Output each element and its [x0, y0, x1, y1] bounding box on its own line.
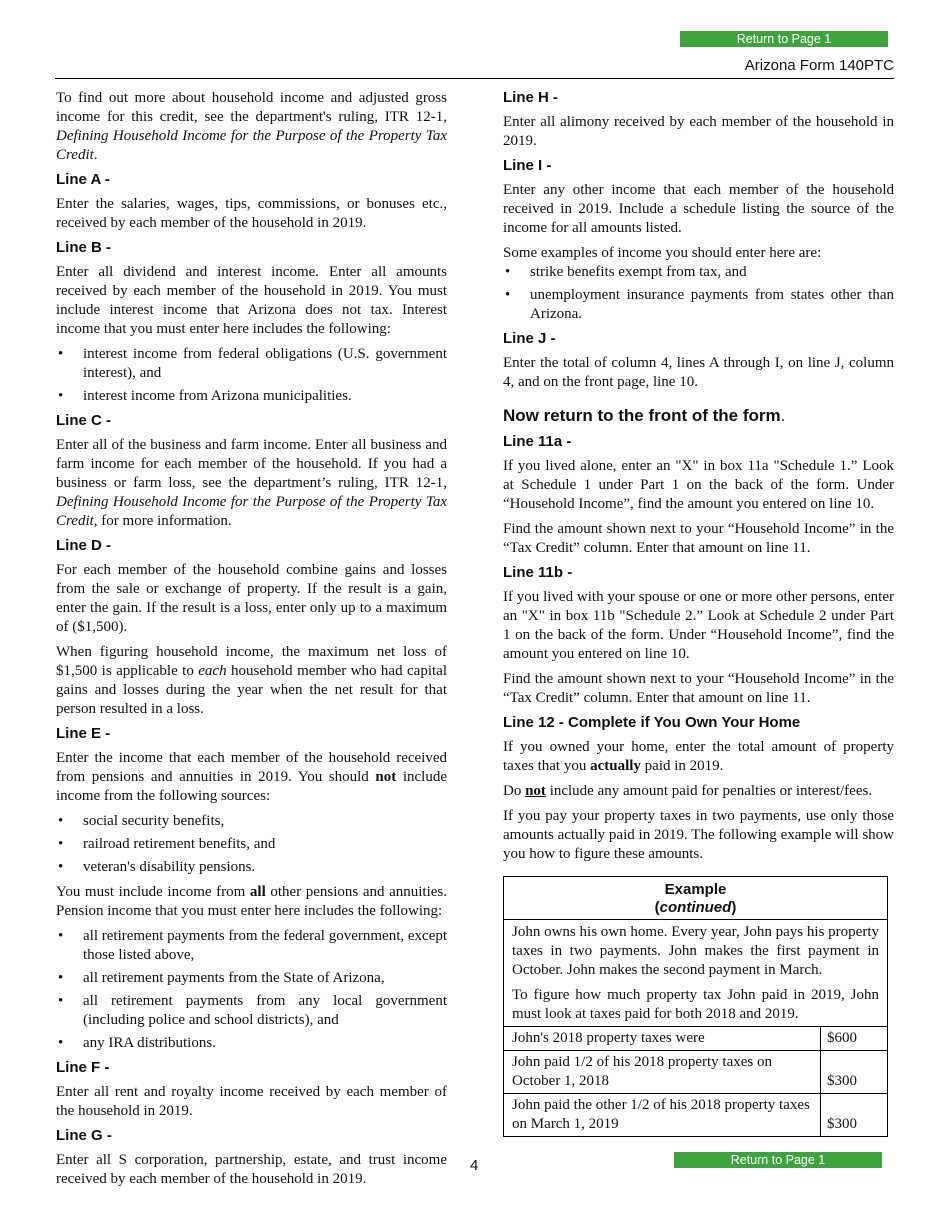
line-f-text: Enter all rent and royalty income received by each member of the household in 2019. — [56, 1084, 447, 1119]
line-d-text: For each member of the household combine gains and losses from the sale or exchange of property. If the result is a gain, enter the gain. If the result is a loss, enter only up to a maximum of ($1,500). — [56, 562, 447, 635]
line-11b-text-2: Find the amount shown next to your “Household Income” in the “Tax Credit” column. Enter that amount on line 11. — [503, 671, 894, 706]
line-e-text-2: You must include income from all other pensions and annuities. Pension income that you must enter here includes the following: — [56, 884, 447, 919]
line-b-list — [56, 345, 447, 406]
line-i-heading: Line I - — [503, 157, 552, 174]
list-item: • social security benefits, — [56, 812, 447, 831]
line-i-list — [503, 263, 894, 324]
line-12-text-3: If you pay your property taxes in two payments, use only those amounts actually paid in 2019. The following example will show you how to figure these amounts. — [503, 808, 894, 862]
left-column — [56, 89, 447, 1195]
list-item: • interest income from Arizona municipalities. — [56, 387, 447, 406]
right-column — [503, 89, 894, 1137]
example-title: Example — [664, 881, 727, 898]
line-a-heading: Line A - — [56, 171, 110, 188]
line-h-text: Enter all alimony received by each member of the household in 2019. — [503, 114, 894, 149]
example-subtitle: (continued) — [654, 899, 737, 916]
header-divider — [55, 78, 894, 79]
example-row-description: John's 2018 property taxes were — [504, 1027, 821, 1050]
line-b-text: Enter all dividend and interest income. Enter all amounts received by each member of the household in 2019. You must include interest income that Arizona does not tax. Interest income that you must enter here includes the following: — [56, 264, 447, 337]
line-f-heading: Line F - — [56, 1059, 110, 1076]
form-title: Arizona Form 140PTC — [744, 57, 894, 74]
example-row-description: John paid 1/2 of his 2018 property taxes on October 1, 2018 — [504, 1051, 821, 1093]
line-i-examples-intro: Some examples of income you should enter here are: — [503, 245, 822, 261]
now-return-heading: Now return to the front of the form. — [503, 406, 786, 425]
table-row — [504, 1027, 887, 1051]
line-b-heading: Line B - — [56, 239, 111, 256]
list-item: • strike benefits exempt from tax, and — [503, 263, 894, 282]
line-e-exclusions-list — [56, 812, 447, 877]
line-h-heading: Line H - — [503, 89, 558, 106]
line-e-inclusions-list — [56, 927, 447, 1053]
page-number: 4 — [470, 1157, 479, 1174]
list-item: • all retirement payments from the State of Arizona, — [56, 969, 447, 988]
example-intro-text-2: To figure how much property tax John paid in 2019, John must look at taxes paid for both 2018 and 2019. — [512, 987, 879, 1022]
line-j-heading: Line J - — [503, 330, 556, 347]
example-intro — [504, 920, 887, 1027]
table-row — [504, 1051, 887, 1094]
intro-paragraph: To find out more about household income and adjusted gross income for this credit, see the department's ruling, ITR 12-1, Defining Household Income for the Purpose of the Property Tax Credit. — [56, 90, 447, 163]
list-item: • railroad retirement benefits, and — [56, 835, 447, 854]
line-c-text: Enter all of the business and farm income. Enter all business and farm income for each member of the household. If you had a business or farm loss, see the department’s ruling, ITR 12-1, Defining Household Income for the Purpose of the Property Tax Credit, for more information. — [56, 437, 447, 529]
line-i-text: Enter any other income that each member of the household received in 2019. Include a schedule listing the source of the income for all amounts listed. — [503, 182, 894, 236]
line-j-text: Enter the total of column 4, lines A through I, on line J, column 4, and on the front page, line 10. — [503, 355, 894, 390]
example-row-amount: $300 — [827, 1116, 857, 1132]
return-to-page-1-button[interactable]: Return to Page 1 — [680, 31, 888, 47]
line-e-heading: Line E - — [56, 725, 111, 742]
example-row-amount: $300 — [827, 1073, 857, 1089]
line-g-text: Enter all S corporation, partnership, estate, and trust income received by each member of the household in 2019. — [56, 1152, 447, 1187]
example-header — [504, 877, 887, 920]
line-11a-text: If you lived alone, enter an "X" in box 11a "Schedule 1.” Look at Schedule 1 under Part 1 on the back of the form. Under “Household Income”, find the amount you entered on line 10. — [503, 458, 894, 512]
line-a-text: Enter the salaries, wages, tips, commissions, or bonuses etc., received by each member of the household in 2019. — [56, 196, 447, 231]
line-11b-text: If you lived with your spouse or one or more other persons, enter an "X" in box 11b "Schedule 2.” Look at Schedule 2 under Part 1 on the back of the form. Under “Household Income”, find the amount you entered on line 10. — [503, 589, 894, 662]
line-d-heading: Line D - — [56, 537, 111, 554]
return-to-page-1-button-bottom[interactable]: Return to Page 1 — [674, 1152, 882, 1168]
example-box — [503, 876, 888, 1137]
line-d-text-2: When figuring household income, the maximum net loss of $1,500 is applicable to each household member who had capital gains and losses during the year when the net result for that person resulted in a loss. — [56, 644, 447, 717]
line-g-heading: Line G - — [56, 1127, 112, 1144]
line-c-heading: Line C - — [56, 412, 111, 429]
table-row — [504, 1094, 887, 1136]
list-item: • any IRA distributions. — [56, 1034, 447, 1053]
list-item: • unemployment insurance payments from states other than Arizona. — [503, 286, 894, 324]
line-12-heading: Line 12 - Complete if You Own Your Home — [503, 714, 801, 731]
list-item: • veteran's disability pensions. — [56, 858, 447, 877]
list-item: • interest income from federal obligations (U.S. government interest), and — [56, 345, 447, 383]
example-intro-text: John owns his own home. Every year, John pays his property taxes in two payments. John makes the first payment in October. John makes the second payment in March. — [512, 924, 879, 978]
line-11b-heading: Line 11b - — [503, 564, 573, 581]
example-row-amount: $600 — [827, 1030, 857, 1046]
line-12-text: If you owned your home, enter the total amount of property taxes that you actually paid in 2019. — [503, 739, 894, 774]
list-item: • all retirement payments from the federal government, except those listed above, — [56, 927, 447, 965]
line-11a-text-2: Find the amount shown next to your “Household Income” in the “Tax Credit” column. Enter that amount on line 11. — [503, 521, 894, 556]
line-12-text-2: Do not include any amount paid for penalties or interest/fees. — [503, 783, 873, 799]
line-11a-heading: Line 11a - — [503, 433, 572, 450]
line-e-text: Enter the income that each member of the household received from pensions and annuities in 2019. You should not include income from the following sources: — [56, 750, 447, 804]
list-item: • all retirement payments from any local government (including police and school districts), and — [56, 992, 447, 1030]
example-row-description: John paid the other 1/2 of his 2018 property taxes on March 1, 2019 — [504, 1094, 821, 1136]
